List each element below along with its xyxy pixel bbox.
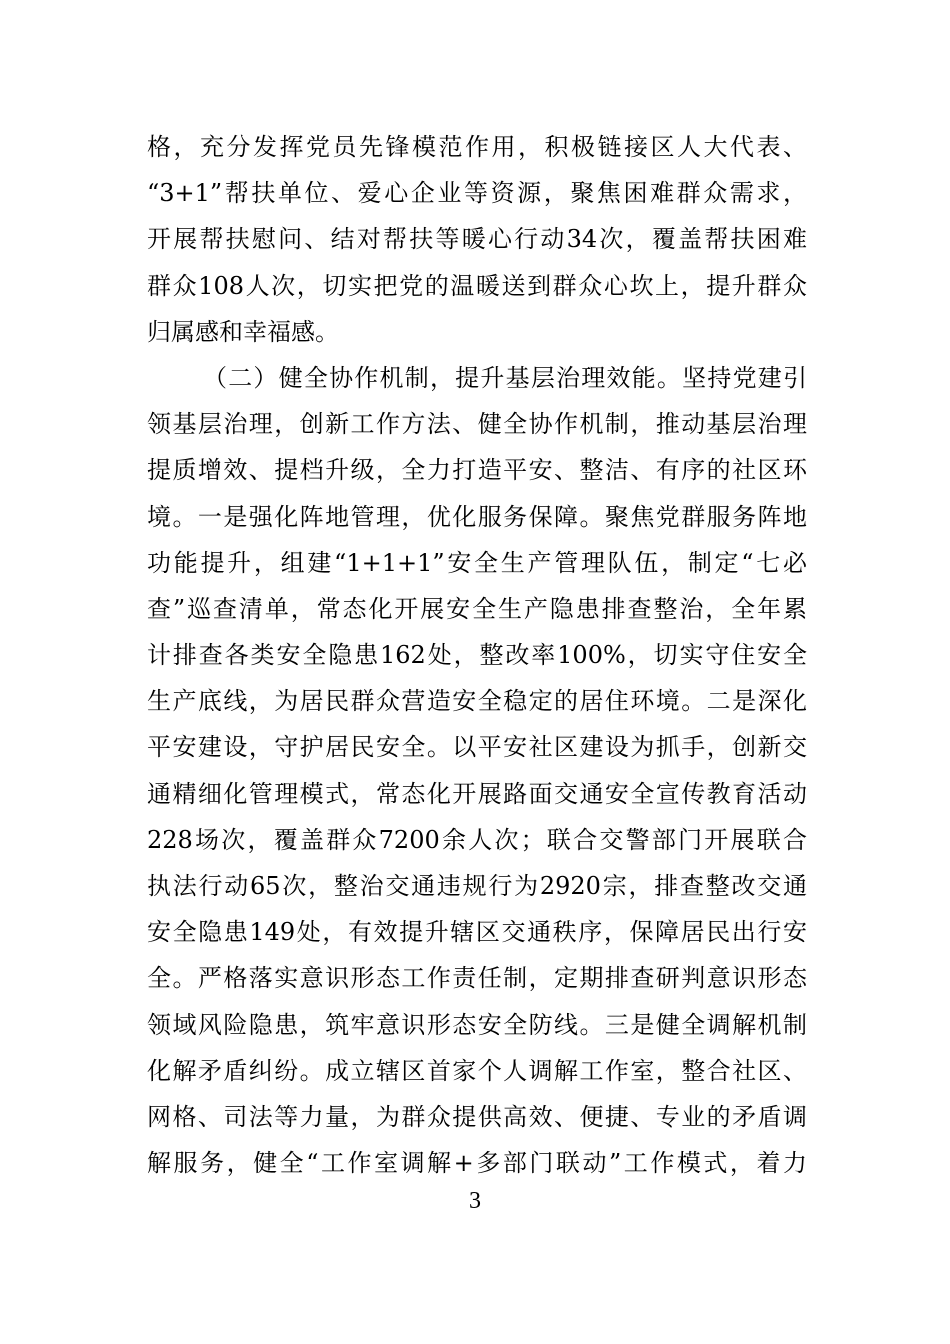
body-text: [147, 124, 807, 1186]
text-line: 网格、司法等力量，为群众提供高效、便捷、专业的矛盾调: [147, 1102, 807, 1131]
text-line: 开展帮扶慰问、结对帮扶等暖心行动34次，覆盖帮扶困难: [147, 225, 807, 254]
section-heading-line: （二）健全协作机制，提升基层治理效能。坚持党建引: [203, 363, 807, 392]
page-number: 3: [469, 1188, 481, 1214]
text-line: 化解矛盾纠纷。成立辖区首家个人调解工作室，整合社区、: [147, 1056, 807, 1085]
text-line: 计排查各类安全隐患162处，整改率100%，切实守住安全: [147, 641, 807, 670]
text-line: 归属感和幸福感。: [147, 317, 339, 346]
text-line: 功能提升，组建“1+1+1”安全生产管理队伍，制定“七必: [147, 548, 807, 577]
text-line: 格，充分发挥党员先锋模范作用，积极链接区人大代表、: [147, 133, 807, 161]
text-line: 提质增效、提档升级，全力打造平安、整洁、有序的社区环: [147, 456, 807, 485]
text-line: 境。一是强化阵地管理，优化服务保障。聚焦党群服务阵地: [147, 502, 807, 531]
text-line: 群众108人次，切实把党的温暖送到群众心坎上，提升群众: [147, 271, 807, 300]
text-line: 平安建设，守护居民安全。以平安社区建设为抓手，创新交: [147, 733, 807, 762]
text-line: 执法行动65次，整治交通违规行为2920宗，排查整改交通: [147, 872, 807, 900]
text-line: 领域风险隐患，筑牢意识形态安全防线。三是健全调解机制: [147, 1010, 807, 1039]
text-line: 生产底线，为居民群众营造安全稳定的居住环境。二是深化: [147, 687, 807, 716]
text-line: 安全隐患149处，有效提升辖区交通秩序，保障居民出行安: [147, 918, 807, 947]
text-line: 228场次，覆盖群众7200余人次；联合交警部门开展联合: [147, 825, 807, 854]
text-line: 查”巡查清单，常态化开展安全生产隐患排查整治，全年累: [147, 594, 807, 623]
text-line: 通精细化管理模式，常态化开展路面交通安全宣传教育活动: [147, 779, 807, 808]
text-line: 全。严格落实意识形态工作责任制，定期排查研判意识形态: [147, 964, 807, 993]
text-line: 解服务，健全“工作室调解+多部门联动”工作模式，着力: [147, 1149, 807, 1178]
text-line: 领基层治理，创新工作方法、健全协作机制，推动基层治理: [147, 410, 807, 439]
text-line: “3+1”帮扶单位、爱心企业等资源，聚焦困难群众需求，: [147, 179, 807, 208]
